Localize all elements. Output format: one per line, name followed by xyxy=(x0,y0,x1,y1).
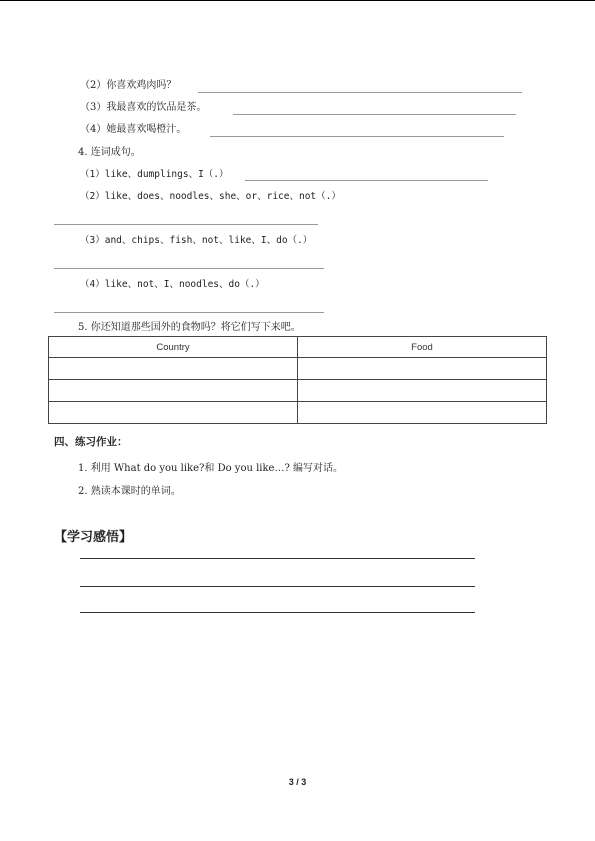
q4-heading: 4. 连词成句。 xyxy=(78,147,141,158)
table-row xyxy=(49,402,547,424)
page-top-border xyxy=(0,0,595,1)
answer-line[interactable] xyxy=(233,114,516,115)
table-header-food: Food xyxy=(298,337,547,358)
answer-line[interactable] xyxy=(54,312,324,313)
q3-item-2 xyxy=(80,79,176,93)
q5-heading: 5. 你还知道那些国外的食物吗？将它们写下来吧。 xyxy=(78,322,301,333)
section-heading: 四、练习作业： xyxy=(54,436,128,448)
food-table xyxy=(48,336,547,424)
reflection-heading: 【学习感悟】 xyxy=(54,529,133,544)
q4-item-1-text: （1）like、dumplings、I（.） xyxy=(80,169,229,180)
homework-item-2: 2. 熟读本课时的单词。 xyxy=(78,486,181,497)
homework-item-1: 1. 利用 What do you like?和 Do you like…? 编写对话。 xyxy=(78,463,343,474)
table-row xyxy=(49,380,547,402)
q3-item-2-text: （2）你喜欢鸡肉吗？ xyxy=(80,80,177,91)
reflection-line[interactable] xyxy=(80,558,475,559)
answer-line[interactable] xyxy=(54,224,318,225)
page-number: 3 / 3 xyxy=(288,777,307,787)
table-header-country: Country xyxy=(49,337,298,358)
q4-item-4-text: （4）like、not、I、noodles、do（.） xyxy=(80,279,265,290)
q3-item-3-text: （3）我最喜欢的饮品是茶。 xyxy=(80,102,207,113)
table-header-row xyxy=(49,337,547,358)
q4-item-2-text: （2）like、does、noodles、she、or、rice、not（.） xyxy=(80,191,341,202)
reflection-line[interactable] xyxy=(80,612,475,613)
table-cell-food[interactable] xyxy=(298,402,547,424)
answer-line[interactable] xyxy=(245,180,488,181)
reflection-line[interactable] xyxy=(80,586,475,587)
q4-item-3-text: （3）and、chips、fish、not、like、I、do（.） xyxy=(80,235,313,246)
answer-line[interactable] xyxy=(210,136,504,137)
q3-item-4-text: （4）她最喜欢喝橙汁。 xyxy=(80,124,187,135)
table-row xyxy=(49,358,547,380)
table-cell-food[interactable] xyxy=(298,358,547,380)
answer-line[interactable] xyxy=(54,268,324,269)
table-cell-country[interactable] xyxy=(49,402,298,424)
table-cell-food[interactable] xyxy=(298,380,547,402)
table-cell-country[interactable] xyxy=(49,358,298,380)
table-cell-country[interactable] xyxy=(49,380,298,402)
answer-line[interactable] xyxy=(198,92,522,93)
